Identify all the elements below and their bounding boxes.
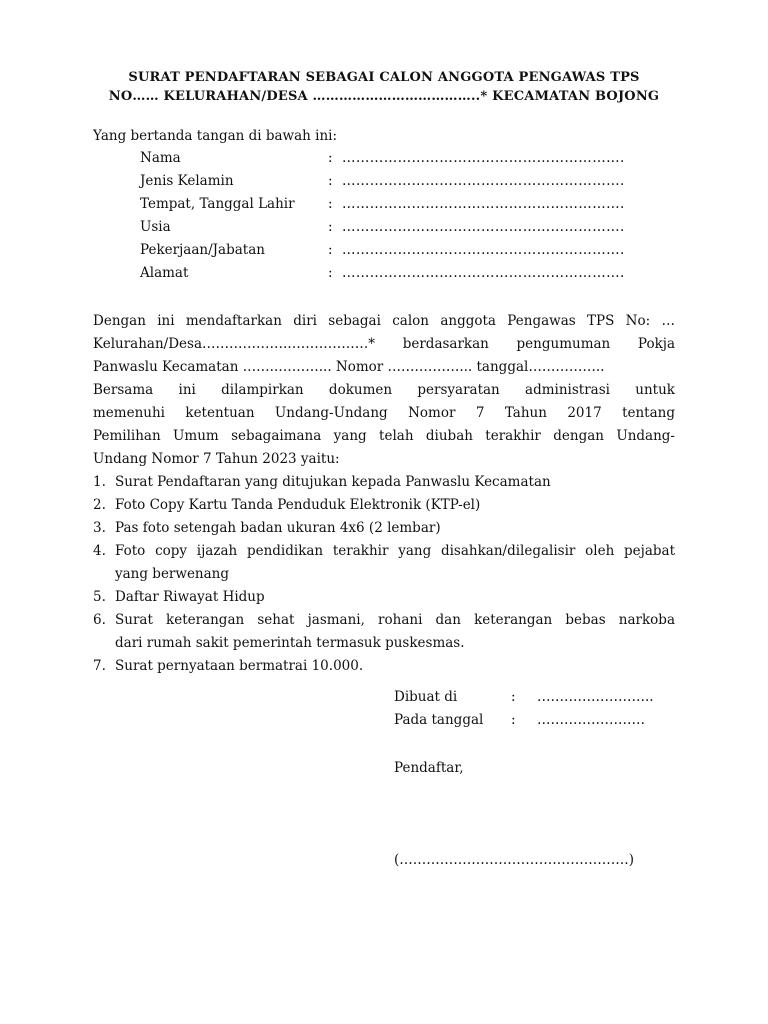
intro-text: Yang bertanda tangan di bawah ini:: [93, 128, 338, 144]
field-colon: :: [328, 242, 333, 258]
list-item-number: 3.: [93, 520, 106, 536]
signature-place-colon: :: [511, 689, 516, 705]
field-label: Usia: [140, 219, 171, 235]
field-blank: …………………………………………………….: [342, 196, 625, 212]
signature-place-label: Dibuat di: [394, 689, 458, 705]
paragraph-line: Pemilihan Umum sebagaimana yang telah diubah terakhir dengan Undang-: [93, 428, 675, 444]
paragraph-line: Bersama ini dilampirkan dokumen persyaratan administrasi untuk: [93, 382, 675, 398]
field-blank: …………………………………………………….: [342, 150, 625, 166]
signature-date-label: Pada tanggal: [394, 712, 484, 728]
field-alamat: [140, 265, 680, 285]
signature-place-blank: ……………………..: [537, 689, 654, 705]
list-item: [93, 609, 675, 655]
document-title: SURAT PENDAFTARAN SEBAGAI CALON ANGGOTA PENGAWAS TPS: [128, 70, 640, 85]
field-label: Tempat, Tanggal Lahir: [140, 196, 295, 212]
field-nama: [140, 150, 680, 170]
list-item-text: Daftar Riwayat Hidup: [115, 589, 265, 605]
field-jenis-kelamin: [140, 173, 680, 193]
field-blank: …………………………………………………….: [342, 265, 625, 281]
paragraph-line: Dengan ini mendaftarkan diri sebagai calon anggota Pengawas TPS No: …: [93, 313, 675, 329]
field-colon: :: [328, 150, 333, 166]
list-item-text: Pas foto setengah badan ukuran 4x6 (2 lembar): [115, 520, 441, 536]
list-item: [93, 586, 675, 609]
requirements-list: [93, 471, 675, 678]
list-item-number: 6.: [93, 612, 106, 628]
field-label: Jenis Kelamin: [140, 173, 234, 189]
field-label: Nama: [140, 150, 181, 166]
list-item-number: 1.: [93, 474, 106, 490]
list-item: [93, 655, 675, 678]
paragraph-line: Kelurahan/Desa……………….………………* berdasarkan pengumuman Pokja: [93, 336, 675, 352]
field-colon: :: [328, 173, 333, 189]
signature-name-line: (……………………………………………): [394, 852, 635, 868]
paragraph-line: Undang Nomor 7 Tahun 2023 yaitu:: [93, 451, 340, 467]
document-subtitle: NO…… KELURAHAN/DESA ………………………………..* KECAMATAN BOJONG: [108, 89, 660, 104]
field-tempat-tanggal-lahir: [140, 196, 680, 216]
list-item: [93, 540, 675, 586]
list-item: [93, 471, 675, 494]
registration-paragraph: [93, 310, 675, 471]
field-blank: …………………………………………………….: [342, 242, 625, 258]
list-item-text: dari rumah sakit pemerintah termasuk puskesmas.: [115, 635, 465, 651]
signature-date-blank: ……………………: [537, 712, 645, 728]
list-item-text: Foto Copy Kartu Tanda Penduduk Elektronik (KTP-el): [115, 497, 481, 513]
signature-date-row: [394, 712, 684, 732]
list-item-text: yang berwenang: [115, 566, 230, 582]
list-item-text: Surat pernyataan bermatrai 10.000.: [115, 658, 364, 674]
list-item-number: 5.: [93, 589, 106, 605]
field-pekerjaan-jabatan: [140, 242, 680, 262]
list-item-text: Surat Pendaftaran yang ditujukan kepada Panwaslu Kecamatan: [115, 474, 551, 490]
paragraph-line: Panwaslu Kecamatan ……..………... Nomor …….………... tanggal……………..: [93, 359, 605, 375]
field-label: Pekerjaan/Jabatan: [140, 242, 265, 258]
list-item-text: Surat keterangan sehat jasmani, rohani dan keterangan bebas narkoba: [115, 612, 675, 628]
list-item: [93, 517, 675, 540]
field-colon: :: [328, 219, 333, 235]
field-label: Alamat: [140, 265, 189, 281]
field-colon: :: [328, 196, 333, 212]
field-blank: …………………………………………………….: [342, 219, 625, 235]
signature-place-row: [394, 689, 684, 709]
field-colon: :: [328, 265, 333, 281]
paragraph-line: memenuhi ketentuan Undang-Undang Nomor 7 Tahun 2017 tentang: [93, 405, 675, 421]
list-item-number: 2.: [93, 497, 106, 513]
field-blank: …………………………………………………….: [342, 173, 625, 189]
signature-date-colon: :: [511, 712, 516, 728]
list-item-number: 4.: [93, 543, 106, 559]
field-usia: [140, 219, 680, 239]
list-item-text: Foto copy ijazah pendidikan terakhir yang disahkan/dilegalisir oleh pejabat: [115, 543, 675, 559]
list-item-number: 7.: [93, 658, 106, 674]
list-item: [93, 494, 675, 517]
applicant-label: Pendaftar,: [394, 760, 464, 776]
